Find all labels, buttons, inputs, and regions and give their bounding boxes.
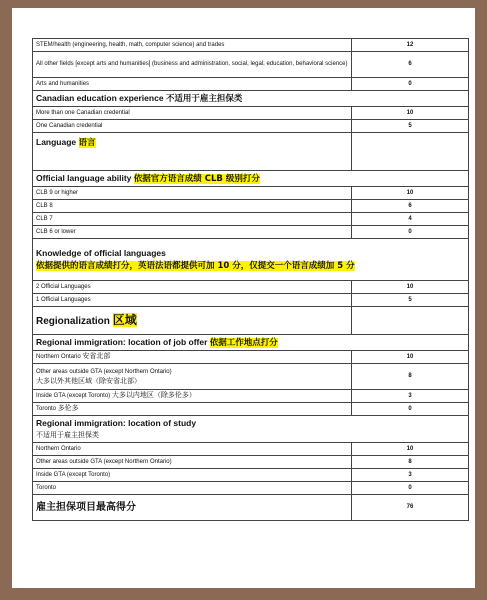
table-row <box>33 364 469 390</box>
table-row <box>33 351 469 364</box>
total-row <box>33 495 469 521</box>
header-cn: 区域 <box>112 312 137 327</box>
row-value: 3 <box>352 469 469 482</box>
table-row <box>33 456 469 469</box>
section-header-row <box>33 239 469 281</box>
label-en: Toronto <box>36 406 57 412</box>
header-en: Regional immigration: location of study <box>36 418 197 428</box>
label-en: Northern Ontario <box>36 354 81 360</box>
row-value: 10 <box>352 443 469 456</box>
header-en: Knowledge of official languages <box>36 248 166 258</box>
header-cn: 依据提供的语言成绩打分，英语法语都提供可加 10 分，仅提交一个语言成绩加 5 分 <box>36 261 355 271</box>
row-value: 4 <box>352 213 469 226</box>
table-row <box>33 78 469 91</box>
total-value: 76 <box>352 495 469 521</box>
row-value: 12 <box>352 39 469 52</box>
row-value: 8 <box>352 456 469 469</box>
header-en: Regional immigration: location of job offer <box>36 337 208 347</box>
row-value: 0 <box>352 78 469 91</box>
row-value: 10 <box>352 281 469 294</box>
row-label <box>33 364 352 390</box>
header-en: Canadian education experience <box>36 93 164 103</box>
row-label: CLB 8 <box>33 200 352 213</box>
section-header-row <box>33 171 469 187</box>
row-value: 10 <box>352 107 469 120</box>
table-row <box>33 390 469 403</box>
section-header <box>33 239 469 281</box>
table-row <box>33 213 469 226</box>
row-value: 0 <box>352 482 469 495</box>
section-header <box>33 91 469 107</box>
row-value: 3 <box>352 390 469 403</box>
label-cn: 大多以外其他区域（除安省北部） <box>36 376 141 385</box>
table-row <box>33 482 469 495</box>
row-value: 10 <box>352 351 469 364</box>
table-row <box>33 120 469 133</box>
section-header <box>33 416 469 443</box>
empty-cell <box>352 307 469 335</box>
section-header <box>33 133 352 171</box>
row-label <box>33 390 352 403</box>
row-label: CLB 7 <box>33 213 352 226</box>
row-label <box>33 351 352 364</box>
row-value: 5 <box>352 294 469 307</box>
row-label: 2 Official Languages <box>33 281 352 294</box>
section-header-row <box>33 91 469 107</box>
section-header <box>33 335 469 351</box>
label-cn: 安省北部 <box>82 352 111 360</box>
row-value: 6 <box>352 200 469 213</box>
table-row <box>33 443 469 456</box>
row-value: 8 <box>352 364 469 390</box>
row-value: 0 <box>352 403 469 416</box>
row-label: One Canadian credential <box>33 120 352 133</box>
row-label: Inside GTA (except Toronto) <box>33 469 352 482</box>
section-header <box>33 171 469 187</box>
table-row <box>33 226 469 239</box>
row-label: CLB 9 or higher <box>33 187 352 200</box>
row-label: Other areas outside GTA (except Northern Ontario) <box>33 456 352 469</box>
row-label: 1 Official Languages <box>33 294 352 307</box>
label-cn: 大多以内地区（除多伦多） <box>111 391 196 399</box>
header-en: Language <box>36 137 77 147</box>
table-row <box>33 294 469 307</box>
header-cn: 语言 <box>78 138 96 148</box>
table-row <box>33 187 469 200</box>
row-value: 10 <box>352 187 469 200</box>
document-page <box>12 8 475 588</box>
empty-cell <box>352 133 469 171</box>
table-row <box>33 39 469 52</box>
row-label <box>33 403 352 416</box>
row-label: STEM/health (engineering, health, math, computer science) and trades <box>33 39 352 52</box>
table-row <box>33 469 469 482</box>
row-label: Toronto <box>33 482 352 495</box>
header-en: Official language ability <box>36 173 132 183</box>
header-cn: 不适用于雇主担保类 <box>165 94 243 104</box>
section-header <box>33 307 352 335</box>
row-label: All other fields [except arts and humanities] (business and administration, social, legal, education, behavioral science) <box>33 52 352 78</box>
row-label: Arts and humanities <box>33 78 352 91</box>
score-table <box>32 38 469 521</box>
row-value: 6 <box>352 52 469 78</box>
header-cn: 依据官方语言成绩 CLB 级别打分 <box>133 174 260 184</box>
table-row <box>33 281 469 294</box>
header-en: Regionalization <box>36 315 110 327</box>
section-header-row <box>33 307 469 335</box>
row-label: More than one Canadian credential <box>33 107 352 120</box>
section-header-row <box>33 133 469 171</box>
section-header-row <box>33 416 469 443</box>
header-cn: 不适用于雇主担保类 <box>36 431 99 439</box>
table-row <box>33 200 469 213</box>
row-label: CLB 6 or lower <box>33 226 352 239</box>
row-label: Northern Ontario <box>33 443 352 456</box>
label-cn: 多伦多 <box>57 404 79 412</box>
table-row <box>33 107 469 120</box>
row-value: 5 <box>352 120 469 133</box>
section-header-row <box>33 335 469 351</box>
row-value: 0 <box>352 226 469 239</box>
total-label: 雇主担保项目最高得分 <box>33 495 352 521</box>
label-en: Inside GTA (except Toronto) <box>36 393 111 399</box>
label-en: Other areas outside GTA (except Northern Ontario) <box>36 368 172 375</box>
header-cn: 依据工作地点打分 <box>209 338 278 348</box>
table-row <box>33 52 469 78</box>
table-row <box>33 403 469 416</box>
